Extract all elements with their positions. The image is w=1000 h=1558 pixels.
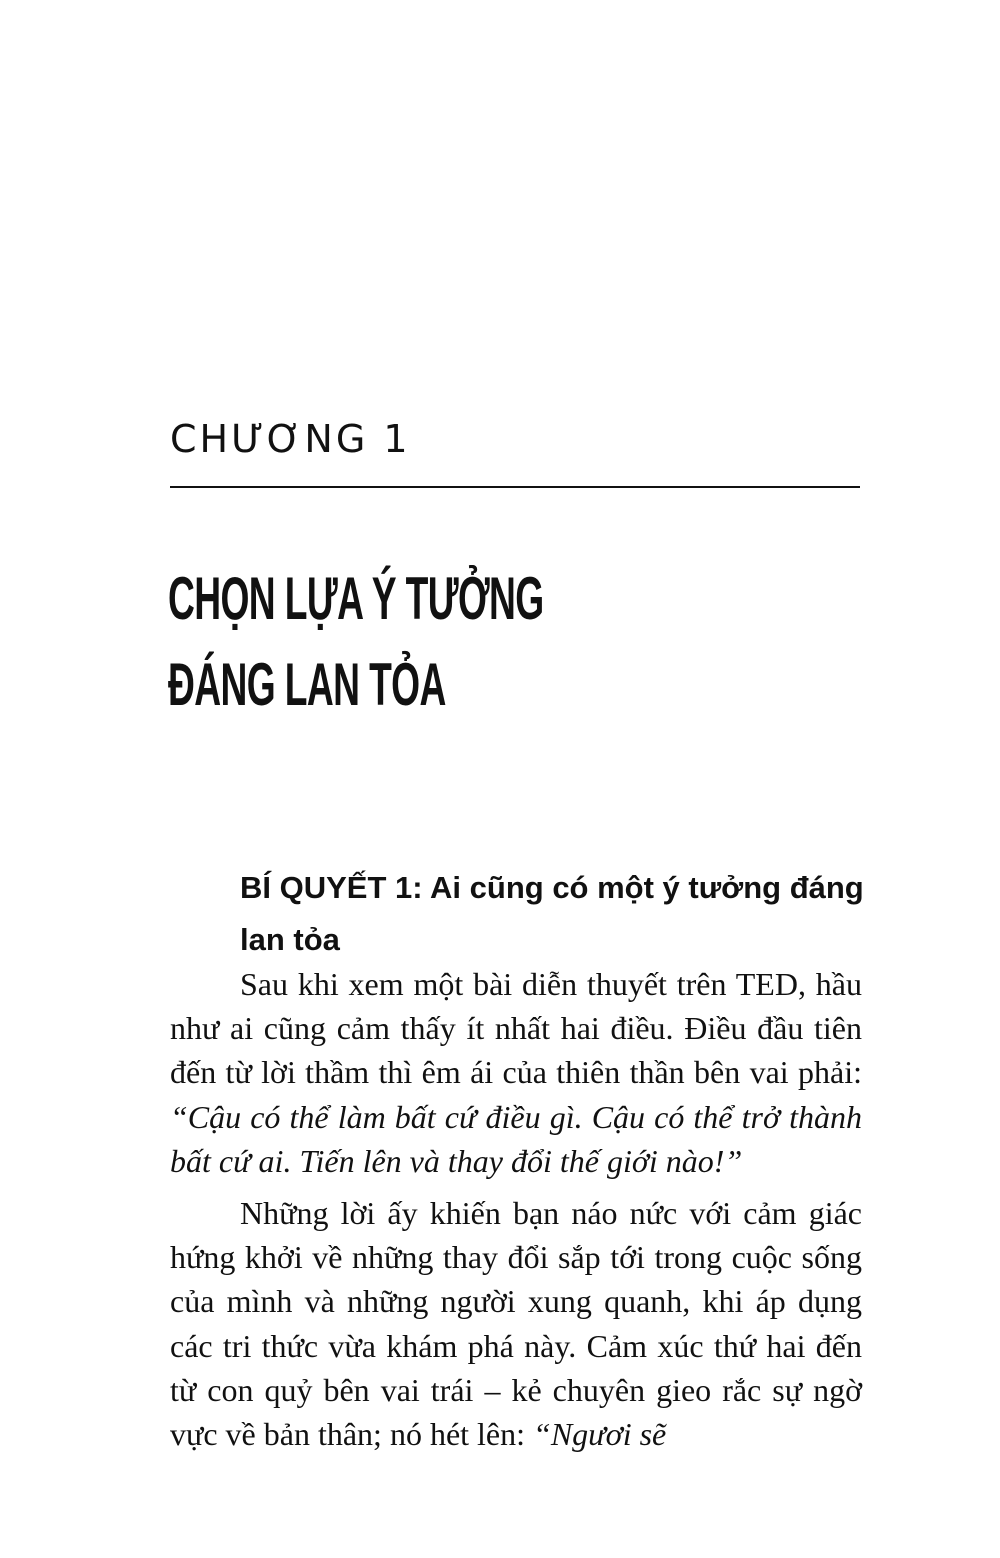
section-heading: BÍ QUYẾT 1: Ai cũng có một ý tưởng đáng lan tỏa — [240, 870, 864, 957]
chapter-divider — [170, 486, 860, 488]
paragraph-1 — [170, 962, 862, 1183]
chapter-label: CHƯƠNG 1 — [170, 417, 411, 461]
chapter-title-line-2: ĐÁNG LAN TỎA — [168, 651, 446, 718]
body-text — [170, 962, 862, 1456]
paragraph-1-text: Sau khi xem một bài diễn thuyết trên TED, hầu như ai cũng cảm thấy ít nhất hai điều. Điều đầu tiên đến từ lời thầm thì êm ái của thiên thần bên vai phải: — [170, 966, 862, 1091]
paragraph-1-quote: “Cậu có thể làm bất cứ điều gì. Cậu có thể trở thành bất cứ ai. Tiến lên và thay đổi thế giới nào!” — [170, 1098, 862, 1179]
paragraph-2-quote: “Ngươi sẽ — [533, 1416, 667, 1453]
paragraph-2 — [170, 1191, 862, 1456]
chapter-title — [168, 556, 602, 728]
chapter-title-line-1: CHỌN LỰA Ý TƯỞNG — [168, 565, 544, 632]
paragraph-2-text: Những lời ấy khiến bạn náo nức với cảm giác hứng khởi về những thay đổi sắp tới trong cuộc sống của mình và những người xung quanh, khi áp dụng các tri thức vừa khám phá này. Cảm xúc thứ hai đến từ con quỷ bên vai trái – kẻ chuyên gieo rắc sự ngờ vực về bản thân; nó hét lên: — [170, 1195, 862, 1453]
